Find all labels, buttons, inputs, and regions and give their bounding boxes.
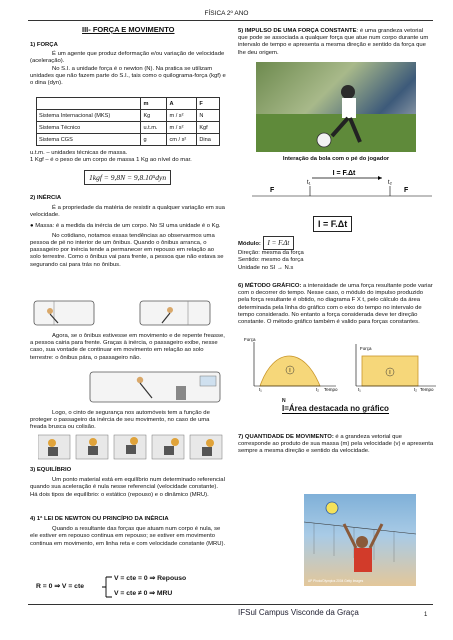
bus-start-figure — [30, 295, 226, 331]
section-force — [30, 42, 226, 87]
section-heading: 4) 1ª LEI DE NEWTON OU PRINCÍPIO DA INÉRCIA — [30, 516, 169, 522]
table-cell: g — [141, 134, 167, 146]
area-formula — [282, 398, 389, 414]
paragraph: ● Massa: é a medida da inércia de um corpo. No SI uma unidade é o Kg. — [30, 222, 221, 229]
module-label: Módulo: — [238, 241, 261, 247]
impulse-label: I — [289, 368, 291, 374]
section-inertia — [30, 195, 226, 269]
section-heading: 2) INÉRCIA — [30, 195, 62, 201]
rest-case: V = cte = 0 ⇒ Repouso — [114, 575, 187, 582]
school-footer: IFSul Campus Visconde da Graça — [238, 608, 359, 617]
paragraph: É a propriedade da matéria de resistir a qualquer variação em sua velocidade. — [30, 205, 225, 219]
chapter-title: III- FORÇA E MOVIMENTO — [82, 25, 175, 34]
t2-label: t₂ — [388, 180, 392, 186]
graph-variable-force — [244, 337, 338, 392]
bus-outline-right — [140, 301, 210, 325]
force-left-label: F — [270, 187, 275, 194]
seatbelt-text — [30, 410, 226, 432]
section-heading: 7) QUANTIDADE DE MOVIMENTO: — [238, 434, 334, 440]
table-row — [37, 134, 220, 146]
paragraph: Agora, se o ônibus estivesse em movimento e de repente freasse, a pessoa cairia para frente. Graças à inércia, o passageiro exibe, nesse caso, sua vontade de continuar em movimento em relação ao solo terrestre: o ônibus pára, o passageiro não. — [30, 333, 225, 361]
module-formula: I = F.Δt — [263, 236, 295, 250]
paragraph: é a grandeza vetorial que corresponde ao produto de sua massa (m) pela velocidade (v) e apresenta sempre a mesma direção e sentido da velocidade. — [238, 434, 434, 455]
inertia-braking — [30, 333, 226, 362]
table-header: A — [167, 98, 197, 110]
section-equilibrium — [30, 467, 226, 499]
section-graph-method — [238, 283, 434, 326]
branch-bracket — [100, 574, 114, 600]
course-header: FÍSICA 2º ANO — [204, 10, 249, 17]
table-cell: Kgf — [197, 122, 220, 134]
t1-tick: t₁ — [259, 387, 262, 392]
table-cell: Sistema Internacional (MKS) — [37, 110, 141, 122]
note: u.t.m. – unidades técnicas de massa. — [30, 150, 128, 156]
table-cell: u.t.m. — [141, 122, 167, 134]
soccer-photo — [256, 62, 416, 152]
table-cell: m / s² — [167, 110, 197, 122]
t1-tick: t₁ — [358, 387, 361, 392]
section-newton-first — [30, 516, 226, 548]
table-header: F — [197, 98, 220, 110]
table-cell: Sistema CGS — [37, 134, 141, 146]
page-number: 1 — [424, 612, 428, 618]
force-axis-label: Força — [360, 346, 372, 351]
time-axis-label: Tempo — [324, 387, 338, 392]
impulse-time-diagram — [252, 166, 432, 198]
impulse-properties — [238, 240, 434, 272]
paragraph: Quando a resultante das forças que atuam num corpo é nula, se ele estiver em repouso continua em repouso; se estiver em movimento continua em movimento, em linha reta e com velocidade constante (MRU). — [30, 526, 226, 547]
section-heading: 3) EQUILÍBRIO — [30, 467, 72, 473]
table-header: m — [141, 98, 167, 110]
table-cell: m / s² — [167, 122, 197, 134]
impulse-formula-box: I = F.Δt — [313, 216, 352, 232]
graph-constant-force — [356, 344, 436, 392]
crash-test-frames — [38, 435, 222, 459]
condition-label: R = 0 ⇒ V = cte — [36, 583, 85, 590]
impulse-eq-top: I = F.Δt — [332, 170, 356, 177]
table-row — [37, 122, 220, 134]
area-unit: N — [282, 398, 286, 404]
section-heading: 5) IMPULSO DE UMA FORÇA CONSTANTE — [238, 28, 357, 34]
paragraph: É um agente que produz deformação e/ou variação de velocidade (aceleração). — [30, 51, 225, 65]
section-heading: 6) MÉTODO GRÁFICO: — [238, 283, 302, 289]
paragraph: a intensidade de uma força resultante pode variar com o decorrer do tempo. Nesse caso, o módulo do impulso produzido pela força resultante é obtido, no diagrama F X t, pelo cálculo da área determinada pela linha do gráfico com o eixo do tempo no intervalo de tempo considerado. No entanto a força considerada deve ter direção constante. O método gráfico também é valido para forças constantes. — [238, 283, 433, 326]
table-header — [37, 98, 141, 110]
section-heading: 1) FORÇA — [30, 42, 58, 48]
t2-tick: t₂ — [316, 387, 319, 392]
force-right-label: F — [404, 187, 409, 194]
header-rule — [28, 20, 433, 21]
note: 1 Kgf – é o peso de um corpo de massa 1 Kg ao nível do mar. — [30, 157, 192, 164]
area-text: I=Área destacada no gráfico — [282, 404, 389, 413]
table-cell: Sistema Técnico — [37, 122, 141, 134]
paragraph: No cotidiano, notamos essas tendências ao observarmos uma pessoa de pé no interior de um ônibus. Quando o ônibus arranca, o passageiro por inércia tende a permanecer em repouso em relação ao solo terrestre. Como o ônibus vai para frente, a pessoa que não estava se segurando cai para trás no ônibus. — [30, 232, 224, 268]
table-cell: Kg — [141, 110, 167, 122]
photo-caption: Interação da bola com o pé do jogador — [282, 156, 390, 162]
bus-outline-left — [34, 301, 94, 325]
paragraph: No S.I. a unidade força é o newton (N). Na pratica se utilizam unidades que não fazem parte do S.I., tais como o quilograma-força (kgf) e o dina (dyn). — [30, 65, 226, 87]
unit-text: Unidade no SI → N.s — [238, 264, 294, 271]
photo-credit: AP Photo/Olympics 2004 Getty Images — [308, 579, 364, 583]
paragraph: Logo, o cinto de segurança nos automóveis tem a função de proteger o passageiro da inércia de seu movimento, no caso de uma freada brusca ou colisão. — [30, 410, 210, 431]
footer-rule — [28, 604, 433, 605]
volleyball-image — [304, 494, 416, 586]
impulse-label: I — [389, 370, 391, 376]
mru-case: V = cte ≠ 0 ⇒ MRU — [114, 590, 173, 597]
force-axis-label: Força — [244, 337, 256, 342]
crash-test-figure — [38, 433, 224, 461]
newton-diagram — [36, 574, 226, 600]
time-axis-label: Tempo — [420, 387, 434, 392]
units-notes — [30, 150, 226, 164]
soccer-player-image — [256, 62, 416, 152]
paragraph: Um ponto material está em equilíbrio num determinado referencial quando sua aceleração é nula nesse referencial (velocidade constante). Há dois tipos de equilíbrio: o estático (repouso) e o dinâmico (MRU). — [30, 477, 225, 498]
table-cell: N — [197, 110, 220, 122]
impulse-area-graphs — [244, 336, 440, 392]
table-cell: cm / s² — [167, 134, 197, 146]
t1-label: t₁ — [307, 180, 311, 186]
bus-interior — [90, 372, 220, 402]
bus-brake-figure — [30, 368, 226, 406]
volleyball-photo — [304, 494, 416, 586]
sense-text: Sentido: mesmo da força — [238, 257, 304, 264]
t2-tick: t₂ — [414, 387, 417, 392]
section-momentum — [238, 434, 434, 456]
units-table — [36, 97, 220, 146]
paragraph: : é uma grandeza vetorial que pode se associada a qualquer força que atue num corpo durante um intervalo de tempo e apresenta a mesma direção e sentido da força que lhe deu origem. — [238, 28, 429, 56]
kgf-formula: 1kgf = 9,8N = 9,8.10⁵dyn — [84, 170, 171, 185]
table-cell: Dina — [197, 134, 220, 146]
table-row — [37, 110, 220, 122]
section-impulse — [238, 28, 434, 57]
direction-text: Direção: mesma da força — [238, 250, 304, 257]
